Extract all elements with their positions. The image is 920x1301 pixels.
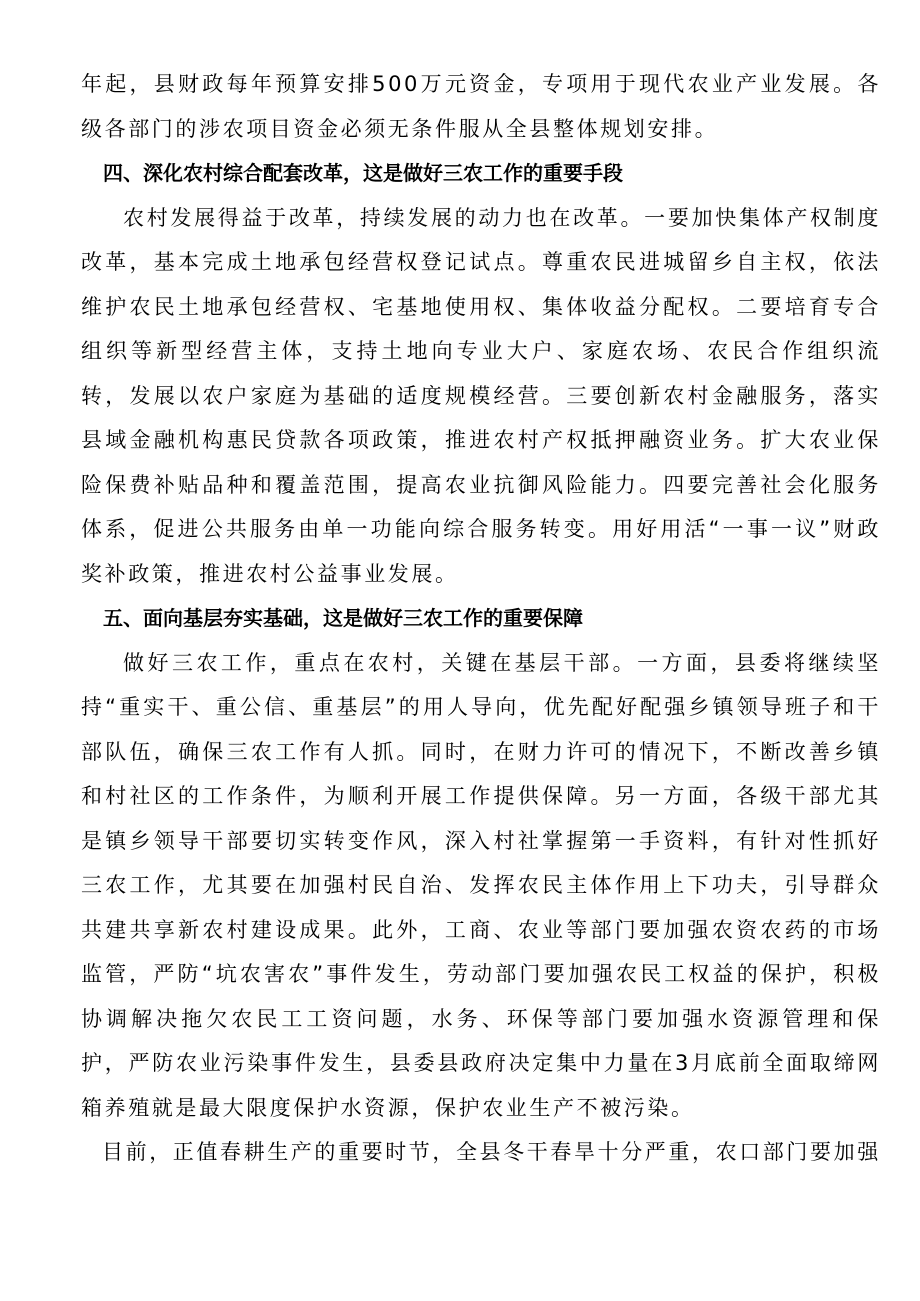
section-heading-four: 四、深化农村综合配套改革，这是做好三农工作的重要手段	[103, 161, 623, 185]
section-heading-five: 五、面向基层夯实基础，这是做好三农工作的重要保障	[103, 606, 583, 630]
body-paragraph-grassroots: 做好三农工作，重点在农村，关键在基层干部。一方面，县委将继续坚持“重实干、重公信、重基层”的用人导向，优先配好配强乡镇领导班子和干部队伍，确保三农工作有人抓。同时，在财力许可的情况下，不断改善乡镇和村社区的工作条件，为顺利开展工作提供保障。另一方面，各级干部尤其是镇乡领导干部要切实转变作风，深入村社掌握第一手资料，有针对性抓好三农工作，尤其要在加强村民自治、发挥农民主体作用上下功夫，引导群众共建共享新农村建设成果。此外，工商、农业等部门要加强农资农药的市场监管，严防“坑农害农”事件发生，劳动部门要加强农民工权益的保护，积极协调解决拖欠农民工工资问题，水务、环保等部门要加强水资源管理和保护，严防农业污染事件发生，县委县政府决定集中力量在3月底前全面取缔网箱养殖就是最大限度保护水资源，保护农业生产不被污染。	[81, 650, 881, 1120]
document-page	[81, 62, 881, 1175]
body-paragraph-continuation: 年起，县财政每年预算安排500万元资金，专项用于现代农业产业发展。各级各部门的涉农项目资金必须无条件服从全县整体规划安排。	[81, 72, 881, 141]
body-paragraph-spring-farming: 目前，正值春耕生产的重要时节，全县冬干春旱十分严重，农口部门要加强	[102, 1140, 881, 1164]
body-paragraph-reform: 农村发展得益于改革，持续发展的动力也在改革。一要加快集体产权制度改革，基本完成土地承包经营权登记试点。尊重农民进城留乡自主权，依法维护农民土地承包经营权、宅基地使用权、集体收益分配权。二要培育专合组织等新型经营主体，支持土地向专业大户、家庭农场、农民合作组织流转，发展以农户家庭为基础的适度规模经营。三要创新农村金融服务，落实县域金融机构惠民贷款各项政策，推进农村产权抵押融资业务。扩大农业保险保费补贴品种和覆盖范围，提高农业抗御风险能力。四要完善社会化服务体系，促进公共服务由单一功能向综合服务转变。用好用活“一事一议”财政奖补政策，推进农村公益事业发展。	[81, 205, 881, 586]
